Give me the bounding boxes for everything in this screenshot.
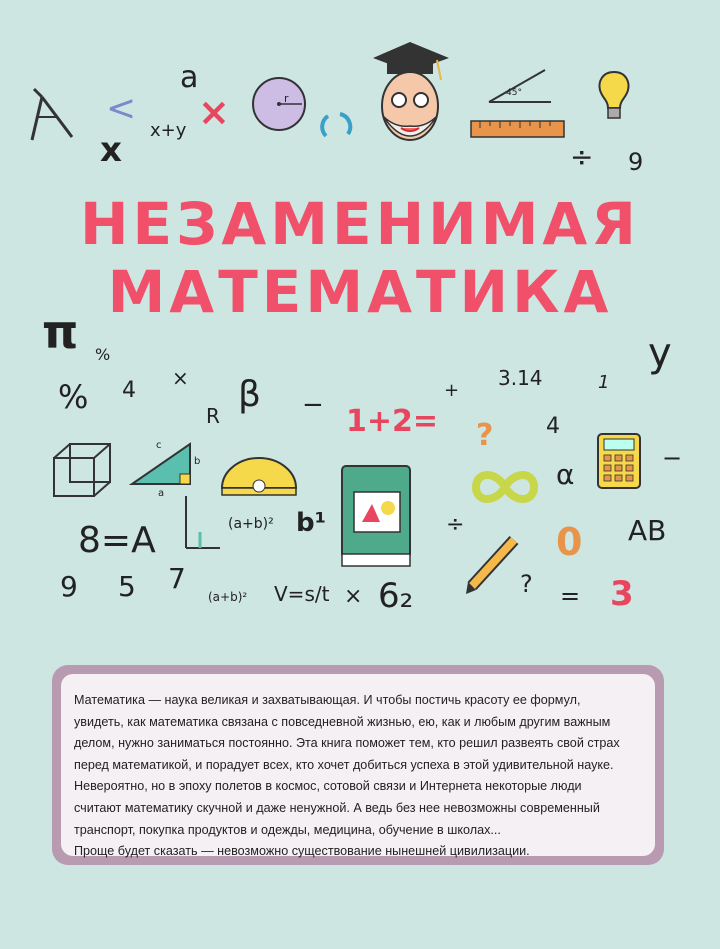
ruler-icon	[470, 120, 565, 138]
doodle-less-than: <	[106, 88, 137, 129]
doodle-percent-small: %	[95, 345, 111, 364]
doodle-minus: −	[302, 390, 324, 420]
angle-icon	[485, 66, 555, 106]
doodle-six-sub-two: 6₂	[378, 576, 414, 616]
title-line-1: НЕЗАМЕНИМАЯ	[80, 190, 640, 258]
description-paragraph	[74, 690, 649, 863]
compass-icon	[22, 85, 82, 145]
pencil-icon	[460, 534, 520, 598]
paragraph-line: Проще будет сказать — невозможно существование нынешней цивилизации.	[74, 844, 530, 859]
cube-icon	[50, 440, 115, 500]
doodle-a: a	[180, 60, 199, 95]
doodle-seven: 7	[168, 562, 186, 595]
doodle-y: y	[648, 330, 672, 376]
doodle-angle-45: 45°	[506, 88, 522, 98]
paragraph-line: транспорт, покупка продуктов и одежды, медицина, обучение в школах...	[74, 822, 501, 837]
paragraph-line: увидеть, как математика связана с повседневной жизнью, ею, как и любым другим важным	[74, 714, 611, 729]
doodle-AB: AB	[628, 514, 667, 547]
doodle-four: 4	[122, 378, 136, 403]
doodle-times-2: ×	[344, 584, 363, 609]
doodle-x-plus-y: x+y	[150, 120, 187, 141]
doodle-division: ÷	[570, 140, 594, 173]
doodle-times: ×	[172, 366, 189, 390]
triangle-label-c: c	[156, 440, 162, 451]
title-line-2: МАТЕМАТИКА	[107, 258, 613, 326]
book-icon	[336, 462, 416, 572]
infinity-icon	[470, 466, 540, 508]
calculator-icon	[596, 432, 642, 490]
doodle-b-power-1: b¹	[296, 508, 326, 538]
doodle-percent: %	[58, 378, 89, 416]
triangle-label-a: a	[158, 488, 165, 499]
doodle-plus: +	[444, 380, 460, 401]
doodle-nine-2: 9	[60, 570, 78, 603]
doodle-question-2: ?	[520, 570, 533, 598]
paragraph-line: Математика — наука великая и захватывающая. И чтобы постичь красоту ее формул,	[74, 693, 581, 707]
doodle-eight-equals-A: 8=A	[78, 520, 156, 561]
doodle-pi: π	[42, 305, 79, 359]
doodle-a-plus-b-squared: (a+b)²	[228, 516, 274, 532]
doodle-one: 1	[598, 372, 610, 393]
doodle-beta: β	[238, 374, 261, 415]
doodle-question-orange: ?	[476, 418, 494, 453]
doodle-four-2: 4	[546, 414, 560, 439]
doodle-radius-r: r	[284, 92, 289, 105]
protractor-icon	[218, 452, 300, 497]
doodle-one-plus-two: 1+2=	[346, 404, 439, 439]
doodle-minus-2: −	[662, 444, 683, 472]
axes-icon	[178, 492, 222, 554]
doodle-a-plus-b-squared-2: (a+b)²	[208, 590, 248, 604]
doodle-division-2: ÷	[446, 512, 465, 537]
triangle-label-b: b	[194, 456, 201, 467]
circle-icon	[250, 75, 308, 133]
paragraph-line: делом, нужно заниматься постоянно. Эта книга поможет тем, кто решил развеять свой страх	[74, 736, 620, 751]
doodle-five: 5	[118, 570, 136, 603]
doodle-nine: 9	[628, 148, 644, 176]
paragraph-line: Невероятно, но в эпоху полетов в космос, сотовой связи и Интернета некоторые люди	[74, 779, 582, 794]
triangle-icon	[128, 440, 201, 490]
doodle-three: 3	[610, 574, 634, 614]
doodle-R: R	[206, 404, 220, 428]
doodle-velocity-formula: V=s/t	[274, 582, 330, 606]
paragraph-line: считают математику скучной и даже ненужной. А ведь без нее невозможны современный	[74, 800, 600, 815]
paragraph-line: перед математикой, и порадует всех, кто хочет добиться успеха в этой удивительной науке.	[74, 757, 614, 772]
lightbulb-icon	[594, 68, 634, 128]
dashed-circle-icon	[318, 108, 354, 144]
doodle-alpha: α	[556, 458, 575, 491]
doodle-times-red: ×	[198, 90, 230, 134]
doodle-pi-value: 3.14	[498, 366, 543, 390]
doodle-x: x	[100, 130, 122, 170]
doodle-zero: 0	[556, 520, 583, 564]
professor-avatar	[365, 38, 455, 153]
doodle-equals: =	[560, 582, 581, 610]
